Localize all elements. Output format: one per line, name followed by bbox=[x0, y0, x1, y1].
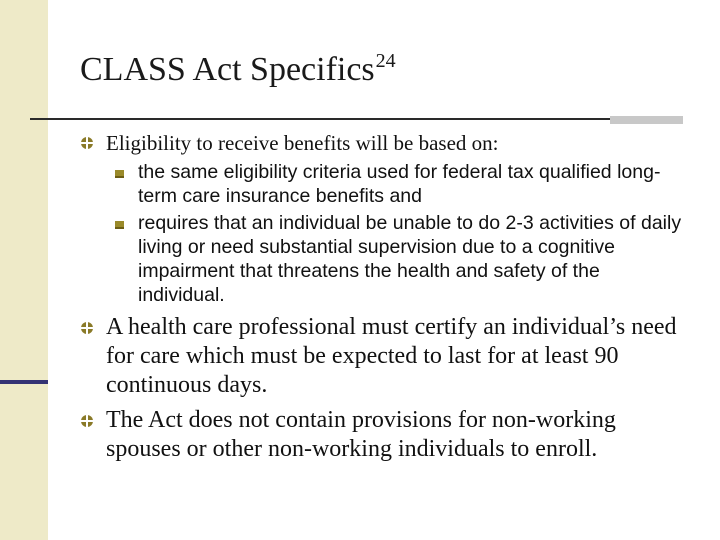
title-divider-line bbox=[30, 118, 680, 120]
bullet-item bbox=[80, 406, 690, 464]
title-divider-accent bbox=[610, 116, 683, 124]
sub-bullet-text: requires that an individual be unable to do 2-3 activities of daily living or need substantial supervision due to a cognitive impairment that threatens the health and safety of the individual. bbox=[138, 212, 682, 306]
circle-cross-bullet-icon bbox=[80, 321, 94, 335]
slide-title-footnote: 24 bbox=[375, 50, 396, 72]
bullet-item bbox=[80, 313, 690, 400]
slide-title-text: CLASS Act Specifics bbox=[80, 51, 375, 88]
square-bullet-icon bbox=[115, 170, 124, 178]
sidebar-accent-bar bbox=[0, 380, 48, 384]
bullet-item bbox=[80, 128, 690, 158]
bullet-text: Eligibility to receive benefits will be based on: bbox=[106, 131, 499, 155]
sub-bullet-item bbox=[80, 211, 690, 307]
slide-body bbox=[80, 124, 690, 464]
bullet-text: A health care professional must certify an individual’s need for care which must be expected to last for at least 90 continuous days. bbox=[106, 314, 677, 398]
sub-bullet-text: the same eligibility criteria used for federal tax qualified long-term care insurance benefits and bbox=[138, 161, 661, 207]
circle-cross-bullet-icon bbox=[80, 136, 94, 150]
circle-cross-bullet-icon bbox=[80, 414, 94, 428]
sub-bullet-item bbox=[80, 160, 690, 208]
bullet-text: The Act does not contain provisions for non-working spouses or other non-working individuals to enroll. bbox=[106, 407, 616, 462]
left-sidebar-band bbox=[0, 0, 48, 540]
slide-title bbox=[80, 50, 396, 89]
square-bullet-icon bbox=[115, 221, 124, 229]
